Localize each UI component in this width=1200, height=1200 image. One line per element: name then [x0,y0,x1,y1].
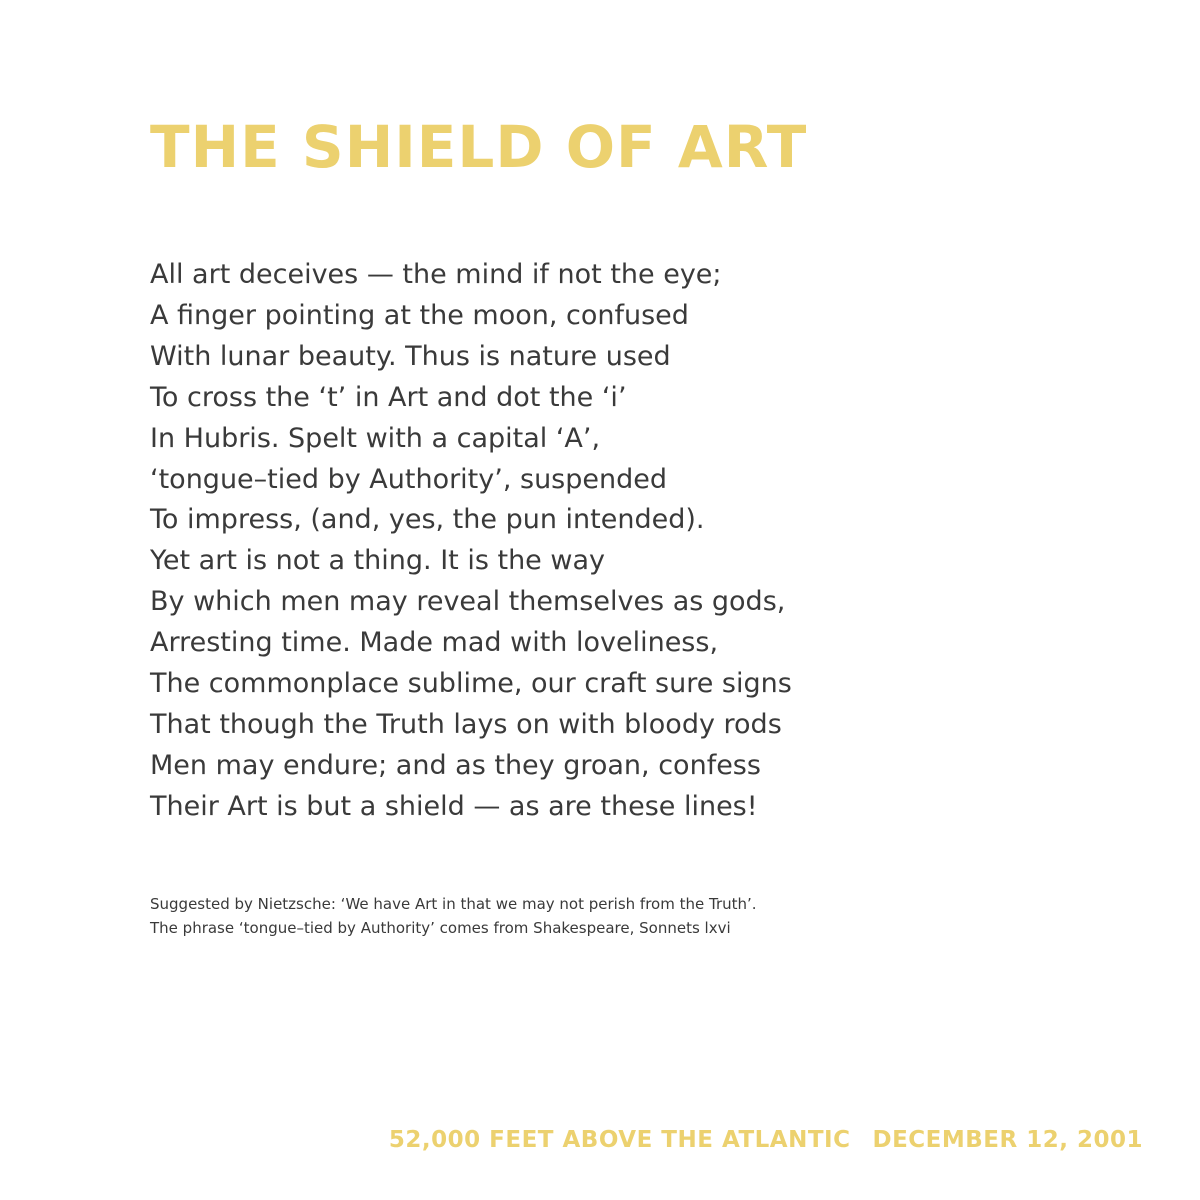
poem-line: Their Art is but a shield — as are these lines! [150,790,758,822]
footer-date: DECEMBER 12, 2001 [872,1127,1143,1153]
poem-line: Yet art is not a thing. It is the way [150,545,605,577]
footnote: The phrase ‘tongue–tied by Authority’ comes from Shakespeare, Sonnets lxvi [150,919,731,937]
poem-line: ‘tongue–tied by Authority’, suspended [150,463,667,495]
footer-location: 52,000 FEET ABOVE THE ATLANTIC [388,1127,851,1153]
poem-line: In Hubris. Spelt with a capital ‘A’, [150,422,601,454]
page-title: THE SHIELD OF ART [150,113,808,181]
footnote: Suggested by Nietzsche: ‘We have Art in that we may not perish from the Truth’. [150,895,757,913]
poem-line: By which men may reveal themselves as gods, [150,586,786,618]
poem-line: A finger pointing at the moon, confused [150,299,689,331]
poem-line: That though the Truth lays on with bloody rods [150,708,782,740]
poem-line: Arresting time. Made mad with loveliness, [150,627,719,659]
poem-line: To impress, (and, yes, the pun intended). [150,504,705,536]
poem-line: All art deceives — the mind if not the eye; [150,259,722,290]
footnotes [150,892,757,940]
footer-dateline [389,1129,1143,1152]
poem-line: With lunar beauty. Thus is nature used [150,340,671,372]
poem-line: The commonplace sublime, our craft sure signs [150,668,792,700]
poem [150,255,792,828]
poem-line: To cross the ‘t’ in Art and dot the ‘i’ [150,381,627,413]
poem-line: Men may endure; and as they groan, confess [150,749,761,781]
